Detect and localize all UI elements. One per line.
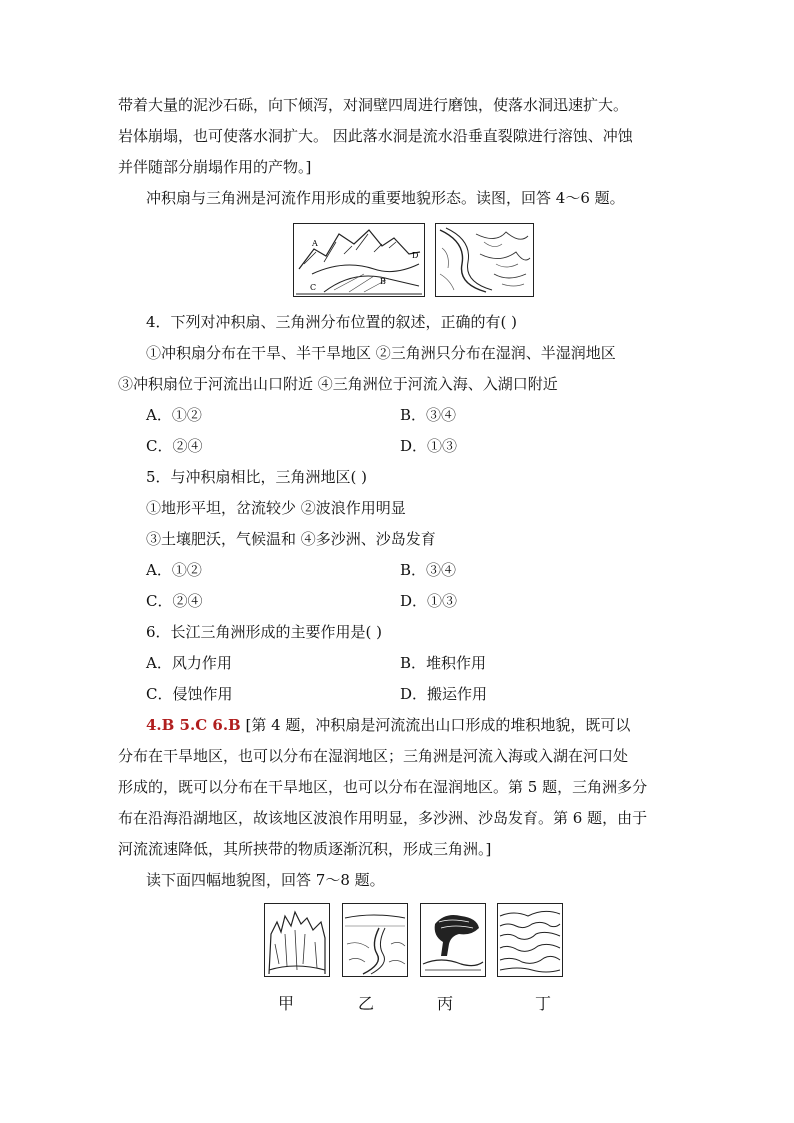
intro-7-8: 读下面四幅地貌图，回答 7～8 题。: [146, 871, 385, 889]
fig1-label-b: B: [380, 277, 386, 286]
fig1-label-d: D: [412, 251, 419, 260]
q4-option-a[interactable]: A．①②: [146, 406, 202, 424]
q6-option-c[interactable]: C．侵蚀作用: [146, 685, 233, 703]
q4-option-d[interactable]: D．①③: [400, 437, 458, 455]
landform-jia-figure: [264, 903, 330, 977]
landform-bing-figure: [420, 903, 486, 977]
q5-stem: 5．与冲积扇相比，三角洲地区( ): [146, 468, 368, 486]
passage-line-2: 岩体崩塌，也可使落水洞扩大。 因此落水洞是流水沿垂直裂隙进行溶蚀、冲蚀: [118, 127, 633, 145]
passage-line-1: 带着大量的泥沙石砾，向下倾泻，对洞壁四周进行磨蚀，使落水洞迅速扩大。: [118, 96, 629, 114]
q4-statements-1: ①冲积扇分布在干旱、半干旱地区 ②三角洲只分布在湿润、半湿润地区: [146, 344, 616, 362]
alluvial-fan-figure: [293, 223, 425, 297]
landform-ding-figure: [497, 903, 563, 977]
fig1-label-a: A: [312, 239, 318, 248]
q5-statements-2: ③土壤肥沃，气候温和 ④多沙洲、沙岛发育: [146, 530, 436, 548]
caption-bing: 丙: [437, 994, 454, 1013]
caption-ding: 丁: [535, 994, 552, 1013]
answer-4-6-first-line: [146, 715, 630, 735]
fig1-label-c: C: [310, 283, 317, 292]
q4-option-b[interactable]: B．③④: [400, 406, 457, 424]
intro-4-6: 冲积扇与三角洲是河流作用形成的重要地貌形态。读图，回答 4～6 题。: [146, 189, 625, 207]
q6-option-a[interactable]: A．风力作用: [146, 654, 232, 672]
q4-statements-2: ③冲积扇位于河流出山口附近 ④三角洲位于河流入海、入湖口附近: [118, 375, 558, 393]
delta-figure: [435, 223, 534, 297]
passage-line-3: 并伴随部分崩塌作用的产物。]: [118, 158, 312, 176]
q4-stem: 4．下列对冲积扇、三角洲分布位置的叙述，正确的有( ): [146, 313, 518, 331]
q6-stem: 6．长江三角洲形成的主要作用是( ): [146, 623, 383, 641]
landform-yi-figure: [342, 903, 408, 977]
caption-yi: 乙: [358, 994, 375, 1013]
answer-explanation-5: 河流流速降低，其所挟带的物质逐渐沉积，形成三角洲。]: [118, 840, 492, 858]
caption-jia: 甲: [278, 994, 295, 1013]
q4-option-c[interactable]: C．②④: [146, 437, 203, 455]
answer-key: 4.B 5.C 6.B: [146, 716, 241, 734]
q6-option-d[interactable]: D．搬运作用: [400, 685, 488, 703]
q5-statements-1: ①地形平坦，岔流较少 ②波浪作用明显: [146, 499, 406, 517]
answer-explanation-1: [第 4 题，冲积扇是河流流出山口形成的堆积地貌，既可以: [240, 716, 631, 734]
q5-option-a[interactable]: A．①②: [146, 561, 202, 579]
answer-explanation-4: 布在沿海沿湖地区，故该地区波浪作用明显，多沙洲、沙岛发育。第 6 题，由于: [118, 809, 648, 827]
q5-option-c[interactable]: C．②④: [146, 592, 203, 610]
q5-option-b[interactable]: B．③④: [400, 561, 457, 579]
answer-explanation-3: 形成的，既可以分布在干旱地区，也可以分布在湿润地区。第 5 题，三角洲多分: [118, 778, 648, 796]
answer-explanation-2: 分布在干旱地区，也可以分布在湿润地区；三角洲是河流入海或入湖在河口处: [118, 747, 629, 765]
q6-option-b[interactable]: B．堆积作用: [400, 654, 487, 672]
q5-option-d[interactable]: D．①③: [400, 592, 458, 610]
